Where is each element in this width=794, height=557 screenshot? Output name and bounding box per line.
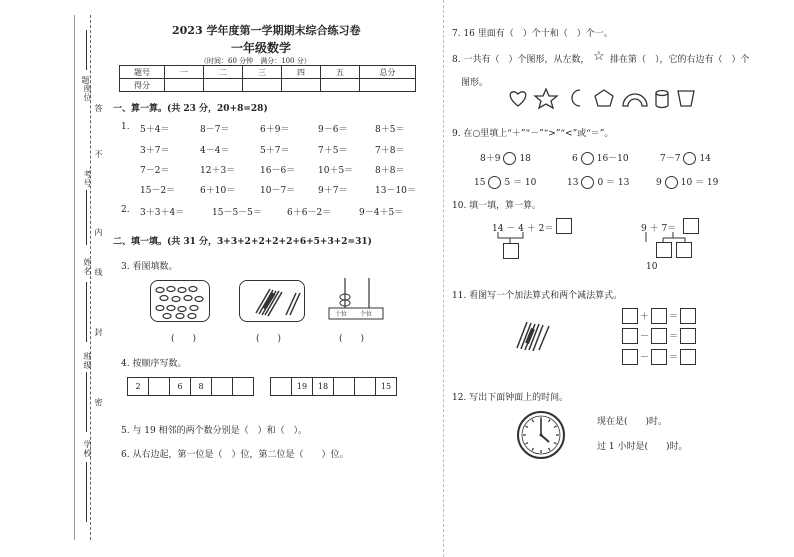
score-cell[interactable] bbox=[204, 79, 243, 92]
compare-circle[interactable] bbox=[581, 152, 594, 165]
seq-cell[interactable] bbox=[212, 378, 233, 395]
candy-icon bbox=[151, 281, 209, 321]
q11-op: － bbox=[640, 332, 650, 342]
q10-split-box-a[interactable] bbox=[656, 242, 672, 258]
pentagon-icon bbox=[595, 90, 613, 106]
q11-box[interactable] bbox=[680, 308, 696, 324]
seq-cell[interactable] bbox=[355, 378, 376, 395]
q12-text: 12. 写出下面钟面上的时间。 bbox=[452, 393, 569, 403]
q9-left: 15 bbox=[474, 178, 486, 188]
seq-cell[interactable]: 19 bbox=[292, 378, 313, 395]
q10-text: 10. 填一填，算一算。 bbox=[452, 201, 542, 211]
section2-title: 二、填一填。(共 31 分，3+3+2+2+2+2+6+5+3+2=31) bbox=[113, 237, 372, 247]
q10-right-expr: 9 ＋ 7＝ bbox=[641, 224, 677, 234]
score-header: 四 bbox=[282, 66, 321, 79]
q1-expr: 7－2＝ bbox=[140, 166, 170, 176]
seal-word-4: 内 bbox=[94, 228, 103, 237]
school-label: 学校 bbox=[83, 440, 92, 458]
seq-cell[interactable]: 18 bbox=[313, 378, 334, 395]
seal-word-2: 答 bbox=[94, 104, 103, 113]
score-header: 二 bbox=[204, 66, 243, 79]
q9-right: 10 ＝ 19 bbox=[680, 178, 719, 188]
score-header: 总分 bbox=[360, 66, 416, 79]
score-header: 题号 bbox=[120, 66, 165, 79]
seat-label: 座位 bbox=[83, 84, 92, 102]
seal-word-5: 线 bbox=[94, 268, 103, 277]
abacus-ones-label: 个位 bbox=[360, 311, 373, 318]
exam-title: 2023 学年度第一学期期末综合练习卷 bbox=[172, 24, 361, 37]
q11-text: 11. 看图写一个加法算式和两个减法算式。 bbox=[452, 291, 623, 301]
q9-item bbox=[474, 175, 536, 189]
star-shape-icon bbox=[535, 89, 557, 108]
q1-expr: 15－2＝ bbox=[140, 186, 176, 196]
q1-expr: 13－10＝ bbox=[375, 186, 416, 196]
seal-word-6: 封 bbox=[94, 328, 103, 337]
score-row-label: 得分 bbox=[120, 79, 165, 92]
score-cell[interactable] bbox=[360, 79, 416, 92]
name-label: 姓名 bbox=[83, 258, 92, 276]
q1-expr: 8－7＝ bbox=[200, 125, 230, 135]
q1-expr: 5＋4＝ bbox=[140, 125, 170, 135]
q1-expr: 8＋5＝ bbox=[375, 125, 405, 135]
q1-expr: 4－4＝ bbox=[200, 146, 230, 156]
q8-text-b: 排在第（ ），它的右边有（ ）个 bbox=[610, 55, 750, 65]
clock-icon bbox=[515, 409, 567, 461]
q1-expr: 3＋7＝ bbox=[140, 146, 170, 156]
q9-left: 8＋9 bbox=[480, 154, 501, 164]
q2-expr: 9－4＋5＝ bbox=[359, 208, 404, 218]
q1-expr: 16－6＝ bbox=[260, 166, 296, 176]
score-header: 三 bbox=[243, 66, 282, 79]
q1-expr: 9＋7＝ bbox=[318, 186, 348, 196]
q11-box[interactable] bbox=[622, 308, 638, 324]
q9-left: 13 bbox=[567, 178, 579, 188]
q9-item bbox=[656, 175, 718, 189]
q9-item bbox=[572, 151, 629, 165]
q2-expr: 6＋6－2＝ bbox=[287, 208, 332, 218]
cup-icon bbox=[678, 91, 694, 106]
q6-text: 6. 从右边起，第一位是（ ）位，第二位是（ ）位。 bbox=[121, 450, 349, 460]
q1-expr: 10＋5＝ bbox=[318, 166, 354, 176]
q11-box[interactable] bbox=[622, 349, 638, 365]
score-table bbox=[119, 65, 416, 92]
abacus-tens-label: 十位 bbox=[335, 311, 348, 318]
star-icon: ☆ bbox=[593, 49, 605, 64]
candy-picture bbox=[150, 280, 210, 322]
score-header-row bbox=[120, 66, 416, 79]
q3-blank-1[interactable]: ( ) bbox=[171, 334, 197, 344]
q11-box[interactable] bbox=[651, 328, 667, 344]
q7-text: 7. 16 里面有（ ）个十和（ ）个一。 bbox=[452, 29, 613, 39]
exam-subtitle: 一年级数学 bbox=[231, 41, 292, 55]
seal-word-3: 不 bbox=[94, 150, 103, 159]
school-line bbox=[86, 462, 87, 522]
seal-word-1: 题 bbox=[81, 76, 90, 85]
q1-expr: 8＋8＝ bbox=[375, 166, 405, 176]
q12-later: 过 1 小时是( )时。 bbox=[597, 442, 688, 452]
compare-circle[interactable] bbox=[488, 176, 501, 189]
seat-line bbox=[86, 30, 87, 70]
sequence-1 bbox=[127, 377, 254, 396]
q10-split-box[interactable] bbox=[503, 243, 519, 259]
class-label: 班级 bbox=[83, 352, 92, 370]
binding-strip bbox=[0, 0, 112, 557]
q4-text: 4. 按顺序写数。 bbox=[121, 359, 187, 369]
seq-cell[interactable]: 2 bbox=[128, 378, 149, 395]
compare-circle[interactable] bbox=[503, 152, 516, 165]
compare-circle[interactable] bbox=[665, 176, 678, 189]
score-cell[interactable] bbox=[165, 79, 204, 92]
q8-text-c: 图形。 bbox=[461, 78, 489, 88]
q9-right: 14 bbox=[699, 154, 711, 164]
q9-item bbox=[480, 151, 531, 165]
seq-cell[interactable]: 8 bbox=[191, 378, 212, 395]
q1-expr: 9－6＝ bbox=[318, 125, 348, 135]
class-line bbox=[86, 372, 87, 432]
q1-expr: 7＋5＝ bbox=[318, 146, 348, 156]
q3-blank-3[interactable]: ( ) bbox=[339, 334, 365, 344]
score-cell[interactable] bbox=[282, 79, 321, 92]
q1-expr: 6＋10＝ bbox=[200, 186, 236, 196]
score-header: 一 bbox=[165, 66, 204, 79]
q11-box[interactable] bbox=[622, 328, 638, 344]
q11-op: ＝ bbox=[669, 312, 679, 322]
q11-op: ＝ bbox=[669, 332, 679, 342]
seq-cell[interactable] bbox=[271, 378, 292, 395]
q9-item bbox=[660, 151, 711, 165]
moon-icon bbox=[572, 90, 580, 106]
sticks-bundle-icon bbox=[240, 281, 304, 321]
q3-blank-2[interactable]: ( ) bbox=[256, 334, 282, 344]
seq-cell[interactable]: 6 bbox=[170, 378, 191, 395]
number-label: 考号 bbox=[83, 170, 92, 188]
name-line bbox=[86, 282, 87, 342]
score-cell[interactable] bbox=[243, 79, 282, 92]
q9-left: 6 bbox=[572, 154, 578, 164]
shapes-row bbox=[508, 86, 698, 110]
sticks-picture bbox=[239, 280, 305, 322]
section1-title: 一、算一算。(共 23 分，20+8=28) bbox=[113, 104, 268, 114]
q9-left: 7－7 bbox=[660, 154, 681, 164]
score-cell[interactable] bbox=[321, 79, 360, 92]
abacus-picture bbox=[327, 276, 385, 320]
q1-number: 1. bbox=[121, 122, 130, 132]
compare-circle[interactable] bbox=[683, 152, 696, 165]
q11-box[interactable] bbox=[680, 328, 696, 344]
q11-box[interactable] bbox=[680, 349, 696, 365]
q9-right: 0 ＝ 13 bbox=[597, 178, 630, 188]
q8-text-a: 8. 一共有（ ）个图形，从左数， bbox=[452, 55, 590, 65]
q2-expr: 15－5－5＝ bbox=[212, 208, 262, 218]
seq-cell[interactable] bbox=[233, 378, 253, 395]
q11-op: ＝ bbox=[669, 353, 679, 363]
q10-ten-label: 10 bbox=[646, 262, 658, 272]
q1-expr: 12＋3＝ bbox=[200, 166, 236, 176]
q5-text: 5. 与 19 相邻的两个数分别是（ ）和（ ）。 bbox=[121, 426, 308, 436]
compare-circle[interactable] bbox=[581, 176, 594, 189]
number-line bbox=[86, 190, 87, 245]
q11-box[interactable] bbox=[651, 349, 667, 365]
q9-text: 9. 在○里填上“＋”“－”“>”“<”或“＝”。 bbox=[452, 129, 614, 139]
q1-expr: 5＋7＝ bbox=[260, 146, 290, 156]
q2-expr: 3＋3＋4＝ bbox=[140, 208, 185, 218]
q1-expr: 7＋8＝ bbox=[375, 146, 405, 156]
q9-right: 18 bbox=[519, 154, 531, 164]
binding-line bbox=[74, 15, 75, 540]
score-header: 五 bbox=[321, 66, 360, 79]
q10-answer-box-left[interactable] bbox=[556, 218, 572, 234]
q1-expr: 6＋9＝ bbox=[260, 125, 290, 135]
q1-expr: 10－7＝ bbox=[260, 186, 296, 196]
seq-cell[interactable] bbox=[334, 378, 355, 395]
heart-icon bbox=[510, 92, 526, 106]
q11-sticks-icon bbox=[512, 318, 552, 352]
q11-box[interactable] bbox=[651, 308, 667, 324]
q2-number: 2. bbox=[121, 205, 130, 215]
seal-word-7: 密 bbox=[94, 398, 103, 407]
q11-op: － bbox=[640, 353, 650, 363]
seq-cell[interactable] bbox=[149, 378, 170, 395]
seq-cell[interactable]: 15 bbox=[380, 382, 392, 391]
q3-text: 3. 看图填数。 bbox=[121, 262, 178, 272]
q10-left-expr: 14 － 4 ＋ 2＝ bbox=[492, 224, 554, 234]
q12-now: 现在是( )时。 bbox=[597, 417, 668, 427]
q9-item bbox=[567, 175, 629, 189]
q9-left: 9 bbox=[656, 178, 662, 188]
exam-meta: （时间：60 分钟 满分：100 分） bbox=[200, 57, 311, 65]
rainbow-icon bbox=[623, 94, 647, 106]
q9-right: 5 ＝ 10 bbox=[504, 178, 537, 188]
q10-split-box-b[interactable] bbox=[676, 242, 692, 258]
page-fold bbox=[443, 0, 444, 557]
sequence-2 bbox=[270, 377, 397, 396]
q9-right: 16－10 bbox=[596, 154, 629, 164]
q11-op: ＋ bbox=[640, 312, 650, 322]
score-row bbox=[120, 79, 416, 92]
